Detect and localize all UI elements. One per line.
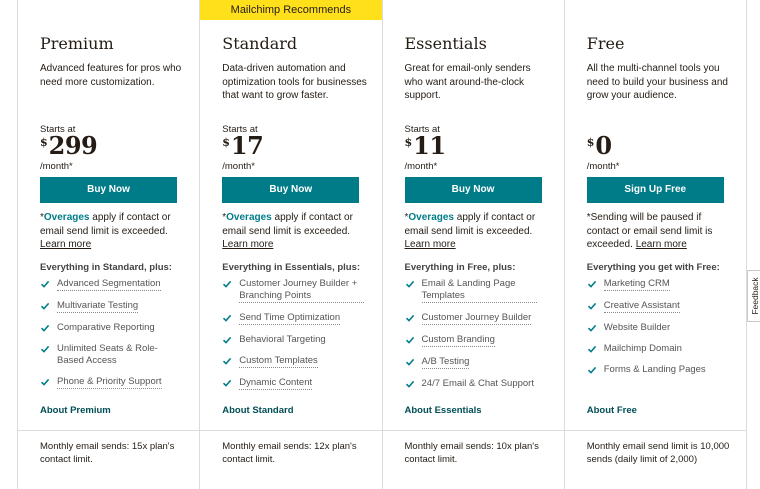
overage-note: [405, 211, 550, 252]
feature-item: [405, 312, 555, 325]
check-icon: [40, 279, 50, 289]
check-icon: [587, 279, 597, 289]
overage-asterisk: *: [222, 212, 227, 223]
plan-card-free: [565, 0, 747, 489]
per-month-label: /month*: [222, 161, 255, 172]
feature-item: [40, 343, 190, 367]
sign-up-free-button[interactable]: Sign Up Free: [587, 177, 724, 203]
starts-at-label: Starts at: [40, 124, 76, 135]
overage-asterisk: *: [40, 212, 44, 223]
feature-item: [405, 334, 555, 347]
email-sends-note: Monthly email sends: 10x plan's contact limit.: [404, 441, 539, 465]
overages-link[interactable]: Overages: [408, 212, 454, 223]
price-amount: 17: [230, 131, 264, 160]
sending-paused-note: [587, 211, 732, 252]
learn-more-link[interactable]: Learn more: [40, 239, 92, 250]
overages-link[interactable]: Overages: [226, 212, 272, 223]
overage-text: apply if contact or email send limit is exceeded.: [404, 212, 536, 237]
divider: [383, 430, 564, 431]
feature-item: [222, 312, 372, 325]
check-icon: [405, 357, 415, 367]
plan-name: Standard: [222, 34, 298, 53]
plan-card-premium: [18, 0, 200, 489]
about-plan-link[interactable]: About Free: [586, 405, 637, 416]
feature-item: [587, 364, 737, 376]
overage-asterisk: *: [404, 212, 409, 223]
check-icon: [405, 279, 415, 289]
about-plan-link[interactable]: About Standard: [222, 405, 294, 416]
buy-now-button[interactable]: Buy Now: [40, 177, 177, 203]
learn-more-link[interactable]: Learn more: [222, 239, 274, 250]
plan-price: [587, 133, 612, 159]
feature-text: Forms & Landing Pages: [603, 364, 706, 375]
feature-text[interactable]: Multivariate Testing: [57, 300, 139, 311]
feature-item: [405, 278, 555, 303]
feature-text[interactable]: Email & Landing Page Templates: [422, 278, 537, 303]
feature-text[interactable]: Creative Assistant: [603, 300, 680, 311]
starts-at-label: Starts at: [222, 124, 258, 135]
feature-item: [40, 278, 190, 291]
overage-text: apply if contact or email send limit is exceeded.: [222, 212, 353, 237]
check-icon: [222, 378, 232, 388]
feature-text: Comparative Reporting: [57, 322, 155, 333]
feature-item: [587, 278, 737, 291]
feature-text[interactable]: Custom Templates: [239, 355, 318, 366]
recommended-banner: Mailchimp Recommends: [200, 0, 381, 20]
feature-text[interactable]: Custom Branding: [421, 334, 495, 345]
feature-list: [222, 278, 372, 390]
check-icon: [40, 377, 50, 387]
pricing-grid: [17, 0, 747, 489]
currency-symbol: $: [404, 136, 413, 149]
per-month-label: /month*: [586, 161, 620, 172]
overage-text: *Sending will be paused if contact or email send limit is exceeded.: [586, 212, 713, 250]
check-icon: [222, 279, 232, 289]
plan-card-standard: [200, 0, 382, 489]
price-amount: 11: [413, 131, 446, 160]
per-month-label: /month*: [40, 161, 73, 172]
plan-name: Essentials: [404, 34, 487, 53]
currency-symbol: $: [40, 136, 48, 149]
feature-list: [405, 278, 555, 390]
feature-item: [405, 378, 555, 390]
email-sends-note: Monthly email send limit is 10,000 sends (daily limit of 2,000): [586, 441, 730, 465]
plan-description: Data-driven automation and optimization tools for businesses that want to grow faster.: [222, 63, 367, 101]
feature-text: Behavioral Targeting: [239, 334, 326, 345]
feature-text[interactable]: Customer Journey Builder: [421, 312, 532, 323]
feature-list: [587, 278, 737, 376]
check-icon: [587, 323, 597, 333]
check-icon: [40, 344, 50, 354]
plan-name: Premium: [40, 34, 114, 53]
learn-more-link[interactable]: Learn more: [635, 239, 687, 250]
feature-text[interactable]: Advanced Segmentation: [57, 278, 161, 289]
feature-text: Unlimited Seats & Role-Based Access: [57, 343, 158, 366]
feature-item: [222, 334, 372, 346]
feature-item: [40, 376, 190, 389]
about-plan-link[interactable]: About Premium: [40, 405, 111, 416]
feature-item: [587, 343, 737, 355]
currency-symbol: $: [586, 136, 595, 149]
features-heading: Everything you get with Free:: [586, 262, 720, 273]
overages-link[interactable]: Overages: [43, 212, 90, 223]
learn-more-link[interactable]: Learn more: [404, 239, 456, 250]
feature-text[interactable]: Customer Journey Builder + Branching Points: [239, 278, 364, 303]
feature-text: Mailchimp Domain: [603, 343, 682, 354]
check-icon: [405, 313, 415, 323]
feature-item: [222, 377, 372, 390]
buy-now-button[interactable]: Buy Now: [222, 177, 359, 203]
overage-note: [40, 211, 185, 252]
plan-description: Great for email-only senders who want around-the-clock support.: [404, 63, 531, 101]
feature-text[interactable]: Dynamic Content: [239, 377, 313, 388]
plan-name: Free: [586, 34, 625, 53]
features-heading: Everything in Standard, plus:: [40, 262, 172, 273]
overage-note: [222, 211, 367, 252]
check-icon: [587, 365, 597, 375]
feature-item: [40, 300, 190, 313]
plan-price: [405, 133, 446, 159]
check-icon: [405, 335, 415, 345]
check-icon: [405, 379, 415, 389]
feature-text[interactable]: Send Time Optimization: [239, 312, 341, 323]
price-amount: 0: [595, 131, 612, 160]
feature-item: [587, 300, 737, 313]
feature-text[interactable]: Marketing CRM: [603, 278, 670, 289]
plan-price: [222, 133, 263, 159]
feature-text: Website Builder: [603, 322, 671, 333]
plan-description: Advanced features for pros who need more customization.: [40, 63, 182, 88]
feature-text[interactable]: Phone & Priority Support: [57, 376, 162, 387]
check-icon: [40, 301, 50, 311]
feature-list: [40, 278, 190, 389]
feature-item: [40, 322, 190, 334]
feature-item: [222, 355, 372, 368]
feature-item: [587, 322, 737, 334]
check-icon: [587, 344, 597, 354]
feature-item: [405, 356, 555, 369]
starts-at-label: Starts at: [404, 124, 440, 135]
overage-text: apply if contact or email send limit is exceeded.: [40, 212, 171, 237]
features-heading: Everything in Essentials, plus:: [222, 262, 361, 273]
per-month-label: /month*: [404, 161, 438, 172]
feedback-label: Feedback: [749, 277, 760, 315]
email-sends-note: Monthly email sends: 12x plan's contact limit.: [222, 441, 357, 465]
check-icon: [40, 323, 50, 333]
currency-symbol: $: [222, 136, 230, 149]
feedback-tab[interactable]: [747, 270, 760, 322]
check-icon: [222, 356, 232, 366]
about-plan-link[interactable]: About Essentials: [404, 405, 482, 416]
features-heading: Everything in Free, plus:: [404, 262, 516, 273]
feature-text[interactable]: A/B Testing: [421, 356, 470, 367]
feature-text: 24/7 Email & Chat Support: [421, 378, 534, 389]
plan-card-essentials: [383, 0, 565, 489]
buy-now-button[interactable]: Buy Now: [405, 177, 542, 203]
check-icon: [222, 335, 232, 345]
divider: [200, 430, 381, 431]
divider: [565, 430, 746, 431]
check-icon: [587, 301, 597, 311]
divider: [18, 430, 199, 431]
check-icon: [222, 313, 232, 323]
plan-description: All the multi-channel tools you need to build your business and grow your audience.: [586, 63, 728, 101]
email-sends-note: Monthly email sends: 15x plan's contact limit.: [40, 441, 175, 465]
price-amount: 299: [48, 131, 98, 160]
feature-item: [222, 278, 372, 303]
plan-price: [40, 133, 97, 159]
